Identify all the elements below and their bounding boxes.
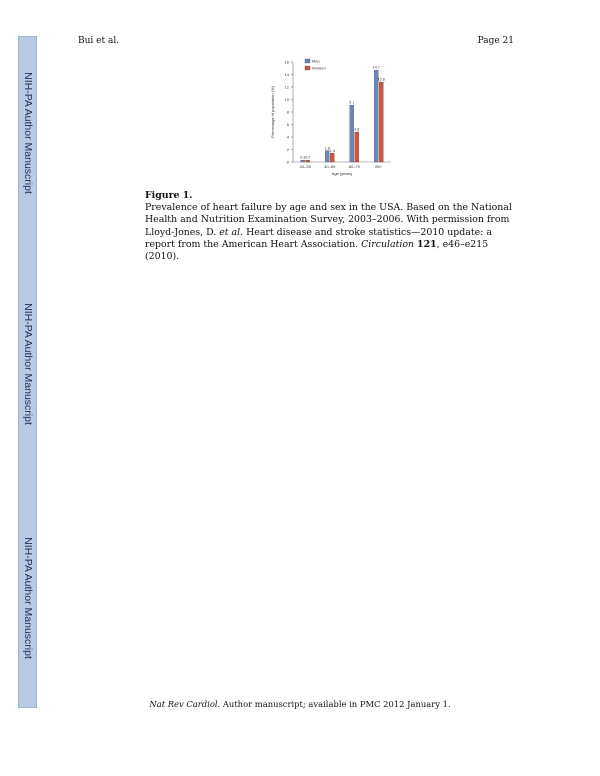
author-manuscript-sidebar — [18, 36, 37, 708]
y-axis-label: Percentage of population (%) — [270, 86, 275, 138]
y-tick-label: 8 — [286, 109, 289, 115]
y-tick-label: 14 — [284, 72, 289, 77]
y-tick-label: 6 — [286, 122, 289, 127]
bar-men — [325, 151, 329, 162]
x-tick-label: 40–59 — [324, 164, 336, 169]
data-label: 9.1 — [349, 100, 355, 105]
bar-women — [306, 160, 310, 162]
data-label: 1.8 — [324, 146, 330, 151]
y-tick-label: 16 — [284, 59, 289, 65]
data-label: 0.2 — [305, 155, 311, 160]
page-footer — [0, 699, 600, 709]
footer-journal: Nat Rev Cardiol — [149, 699, 218, 709]
bar-men — [350, 105, 354, 162]
figure-label: Figure 1. — [145, 190, 193, 201]
data-label: 1.4 — [329, 148, 335, 153]
y-tick-label: 12 — [284, 84, 289, 90]
bar-men — [301, 160, 305, 162]
figure-chart — [265, 56, 395, 178]
caption-etal: et al. — [219, 226, 244, 238]
caption-text-2: Heart disease and stroke statistics—2010 update: a report from the American Heart Association. — [145, 226, 492, 250]
sidebar-label: NIH-PA Author Manuscript — [21, 72, 34, 194]
data-label: 12.8 — [377, 77, 385, 82]
running-header-authors: Bui et al. — [78, 36, 120, 46]
caption-text: Prevalence of heart failure by age and sex in the USA. Based on the National Health and Nutrition Examination Survey, 2003–2006. With permission from Lloyd-Jones, D. — [145, 202, 512, 238]
sidebar-label: NIH-PA Author Manuscript — [21, 537, 34, 659]
data-label: 4.8 — [354, 127, 360, 132]
page-number: Page 21 — [477, 36, 514, 46]
bar-women — [355, 132, 359, 162]
y-tick-label: 0 — [286, 159, 289, 165]
legend-swatch-women — [305, 66, 310, 70]
x-tick-label: 60–79 — [348, 164, 360, 169]
y-tick-label: 2 — [286, 147, 289, 152]
legend-label-men: Men — [312, 58, 320, 64]
x-tick-label: 20–39 — [299, 164, 311, 169]
bar-men — [374, 70, 378, 162]
y-tick-label: 4 — [286, 134, 289, 140]
data-label: 14.7 — [372, 65, 380, 70]
sidebar-label: NIH-PA Author Manuscript — [21, 303, 34, 425]
x-tick-label: 80+ — [375, 164, 383, 169]
caption-volume: 121 — [417, 238, 437, 250]
legend-swatch-men — [305, 59, 310, 63]
footer-text: . Author manuscript; available in PMC 2012 January 1. — [217, 699, 451, 709]
x-axis-label: Age (years) — [331, 171, 353, 176]
figure-caption — [145, 190, 515, 263]
bar-women — [379, 82, 383, 162]
bar-chart — [265, 56, 395, 178]
bar-women — [330, 153, 334, 162]
data-label: 0.3 — [300, 155, 306, 160]
caption-pages: , e46–e215 (2010). — [145, 238, 489, 263]
caption-journal: Circulation — [361, 238, 415, 250]
legend-label-women: Women — [312, 65, 326, 71]
y-tick-label: 10 — [284, 97, 289, 102]
